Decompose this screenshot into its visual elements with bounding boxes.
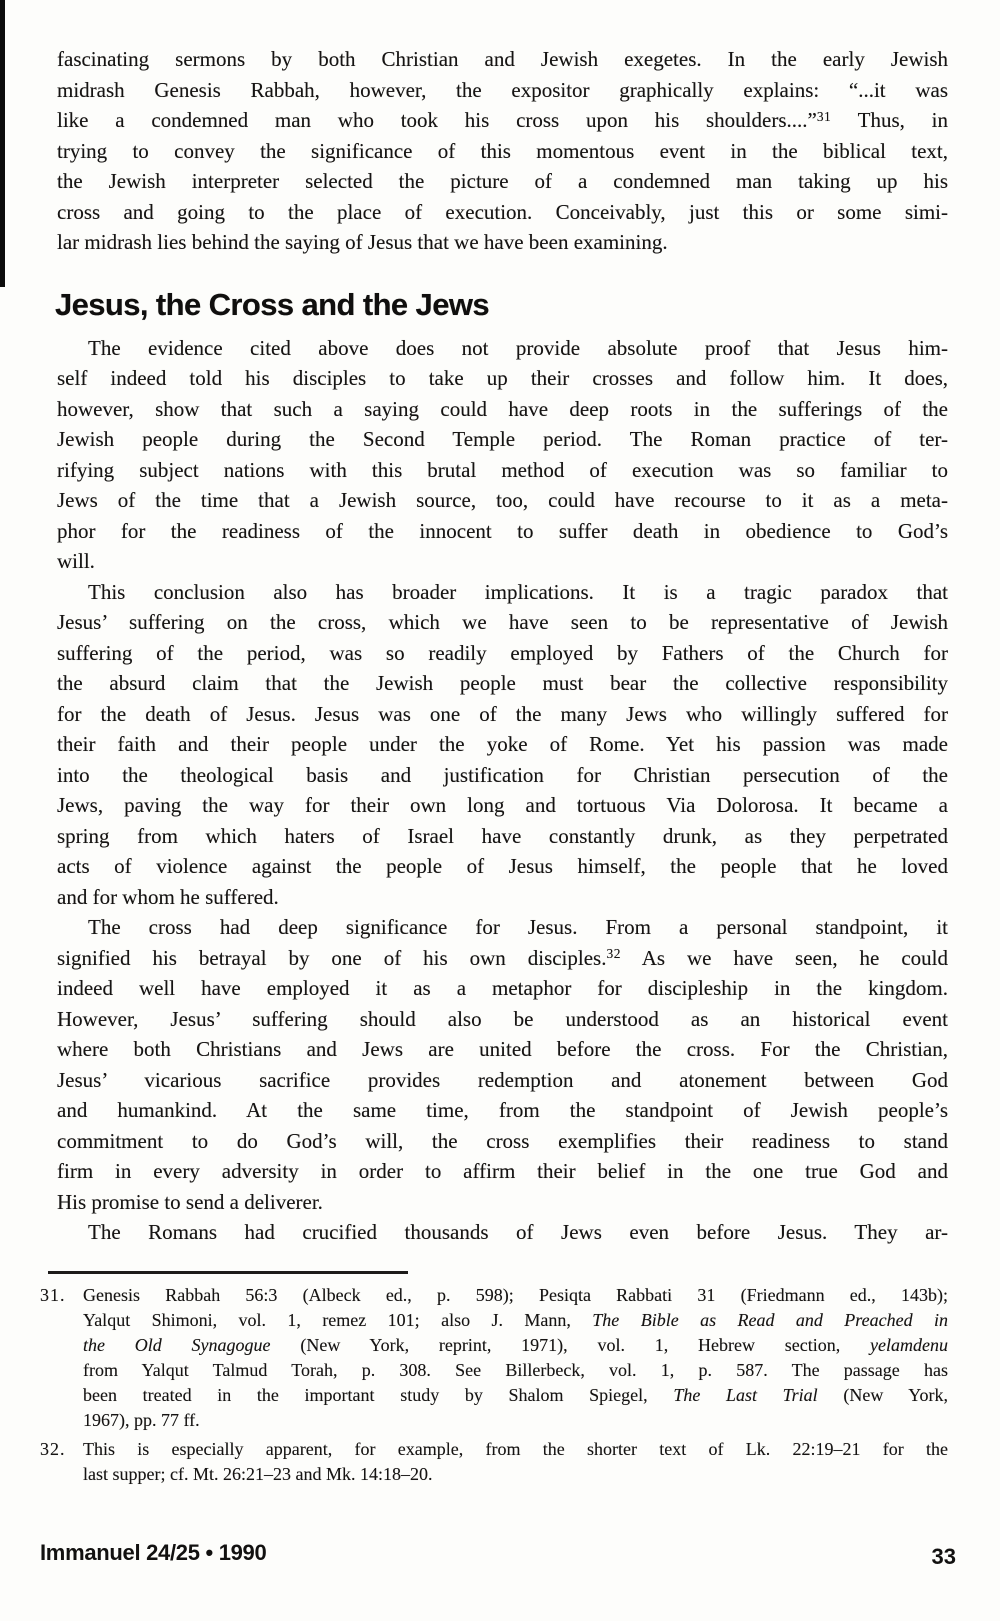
text-line: from Yalqut Talmud Torah, p. 308. See Billerbeck, vol. 1, p. 587. The passage has — [83, 1360, 948, 1380]
footnotes-section — [40, 1283, 948, 1487]
text-line: Jews of the time that a Jewish source, too, could have recourse to it as a meta- — [57, 488, 948, 512]
text-line: Genesis Rabbah 56:3 (Albeck ed., p. 598); Pesiqta Rabbati 31 (Friedmann ed., 143b); — [83, 1285, 948, 1305]
paragraph-broader-implications — [57, 577, 948, 913]
page-number: 33 — [931, 1544, 956, 1569]
text-line: lar midrash lies behind the saying of Jesus that we have been examining. — [57, 230, 668, 254]
section-heading: Jesus, the Cross and the Jews — [55, 286, 489, 322]
text-line: The Romans had crucified thousands of Jews even before Jesus. They ar- — [88, 1220, 948, 1244]
text-line: and humankind. At the same time, from the standpoint of Jewish people’s — [57, 1098, 948, 1122]
text-line: where both Christians and Jews are united before the cross. For the Christian, — [57, 1037, 948, 1061]
text-line: This conclusion also has broader implications. It is a tragic paradox that — [88, 579, 948, 604]
text-line: last supper; cf. Mt. 26:21–23 and Mk. 14:18–20. — [83, 1464, 433, 1484]
paragraph-romans-crucified — [57, 1217, 948, 1248]
text-line: indeed well have employed it as a metaphor for discipleship in the kingdom. — [57, 976, 948, 1000]
text-line: will. — [57, 549, 95, 573]
article-body — [57, 44, 948, 1248]
text-line: however, show that such a saying could have deep roots in the sufferings of the — [57, 396, 948, 421]
text-line: firm in every adversity in order to affirm their belief in the one true God and — [57, 1159, 948, 1183]
text-line: His promise to send a deliverer. — [57, 1189, 323, 1214]
footnote-32-number: 32. — [40, 1439, 66, 1459]
text-line: been treated in the important study by Shalom Spiegel, The Last Trial (New York, — [83, 1385, 949, 1405]
text-line: fascinating sermons by both Christian and Jewish exegetes. In the early Jewish — [57, 47, 948, 71]
text-line: The cross had deep significance for Jesus. From a personal standpoint, it — [88, 915, 948, 939]
text-line: suffering of the period, was so readily employed by Fathers of the Church for — [57, 640, 948, 665]
footnote-31-text — [83, 1283, 948, 1433]
text-line: cross and going to the place of execution. Conceivably, just this or some simi- — [57, 199, 948, 224]
text-line: This is especially apparent, for example, from the shorter text of Lk. 22:19–21 for the — [83, 1439, 948, 1459]
text-line: signified his betrayal by one of his own disciples.$^{32}$ As we have seen, he could — [57, 945, 948, 970]
text-line: the Jewish interpreter selected the picture of a condemned man taking up his — [57, 169, 948, 193]
text-line: the Old Synagogue (New York, reprint, 1971), vol. 1, Hebrew section, yelamdenu — [83, 1335, 949, 1355]
text-line: Jesus’ suffering on the cross, which we have seen to be representative of Jewish — [57, 610, 948, 634]
text-line: spring from which haters of Israel have constantly drunk, as they perpetrated — [57, 823, 948, 848]
text-line: for the death of Jesus. Jesus was one of the many Jews who willingly suffered for — [57, 701, 948, 726]
text-line: Jesus’ vicarious sacrifice provides redemption and atonement between God — [57, 1067, 948, 1092]
scan-edge-artifact — [0, 0, 5, 287]
text-line: their faith and their people under the yoke of Rome. Yet his passion was made — [57, 732, 948, 756]
text-line: rifying subject nations with this brutal method of execution was so familiar to — [57, 457, 948, 482]
footnote-reference-superscript: 31 — [816, 108, 832, 124]
paragraph-cross-significance — [57, 912, 948, 1217]
text-line: Yalqut Shimoni, vol. 1, remez 101; also J. Mann, The Bible as Read and Preached in — [83, 1310, 948, 1330]
text-line: 1967), pp. 77 ff. — [83, 1410, 200, 1430]
text-line: self indeed told his disciples to take up their crosses and follow him. It does, — [57, 366, 948, 390]
text-line: into the theological basis and justification for Christian persecution of the — [57, 762, 948, 787]
text-line: Jewish people during the Second Temple period. The Roman practice of ter- — [57, 427, 948, 451]
journal-issue-footer: Immanuel 24/25 • 1990 — [40, 1540, 267, 1565]
paragraph-evidence — [57, 333, 948, 577]
footnote-reference-superscript: 32 — [606, 946, 621, 962]
text-line: and for whom he suffered. — [57, 884, 279, 909]
text-line: the absurd claim that the Jewish people must bear the collective responsibility — [57, 671, 948, 695]
text-line: Jews, paving the way for their own long and tortuous Via Dolorosa. It became a — [57, 793, 948, 817]
text-line: phor for the readiness of the innocent to suffer death in obedience to God’s — [57, 518, 948, 543]
footnote-32-text — [83, 1437, 948, 1487]
footnote-divider — [48, 1271, 408, 1274]
footnote-32 — [40, 1437, 948, 1487]
paragraph-midrash-intro — [57, 44, 948, 258]
text-line: acts of violence against the people of Jesus himself, the people that he loved — [57, 854, 948, 878]
text-line: like a condemned man who took his cross upon his shoulders....”$^{31}$ Thus, in — [57, 108, 948, 132]
text-line: However, Jesus’ suffering should also be understood as an historical event — [57, 1006, 948, 1031]
footnote-31-number: 31. — [40, 1285, 66, 1305]
text-line: The evidence cited above does not provide absolute proof that Jesus him- — [88, 335, 948, 360]
text-line: midrash Genesis Rabbah, however, the expositor graphically explains: “...it was — [57, 77, 948, 102]
text-line: trying to convey the significance of this momentous event in the biblical text, — [57, 138, 948, 163]
footnote-31 — [40, 1283, 948, 1433]
text-line: commitment to do God’s will, the cross exemplifies their readiness to stand — [57, 1128, 948, 1153]
